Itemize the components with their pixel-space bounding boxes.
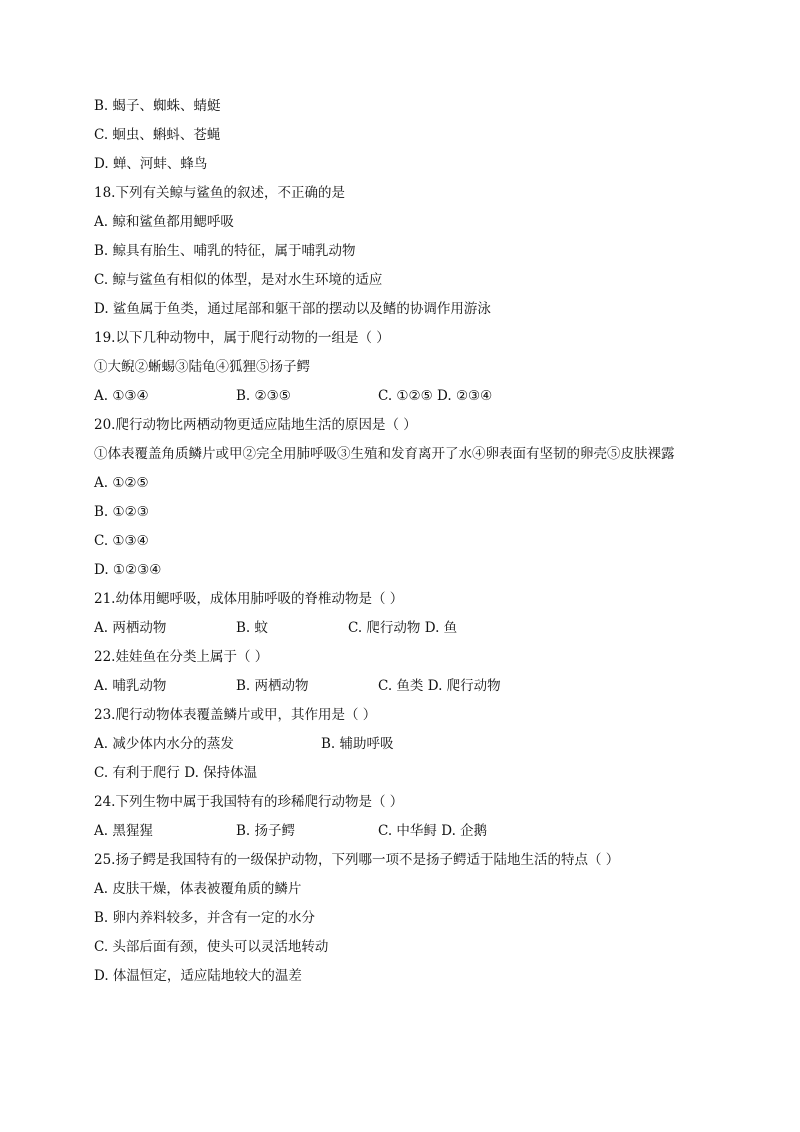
q18-option-c: C. 鲸与鲨鱼有相似的体型，是对水生环境的适应 <box>94 272 383 288</box>
q25-option-d: D. 体温恒定，适应陆地较大的温差 <box>94 968 302 984</box>
q18-option-a: A. 鲸和鲨鱼都用鳃呼吸 <box>94 214 234 230</box>
q22-option-cd: C. 鱼类 D. 爬行动物 <box>378 678 501 694</box>
option-b-line: B. 蝎子、蜘蛛、蜻蜓 <box>94 98 221 114</box>
q19-option-b: B. ②③⑤ <box>236 388 291 404</box>
q23-options-cd: C. 有利于爬行 D. 保持体温 <box>94 765 258 781</box>
q18-option-d: D. 鲨鱼属于鱼类，通过尾部和躯干部的摆动以及鳍的协调作用游泳 <box>94 301 491 317</box>
q21-options <box>94 618 457 638</box>
q20-option-c: C. ①③④ <box>94 533 149 549</box>
q23-options <box>94 734 394 754</box>
question-20: 20.爬行动物比两栖动物更适应陆地生活的原因是（ ） <box>94 417 417 433</box>
q25-option-b: B. 卵内养料较多，并含有一定的水分 <box>94 910 316 926</box>
q24-options <box>94 821 487 841</box>
q22-option-b: B. 两栖动物 <box>236 678 309 694</box>
q23-option-b: B. 辅助呼吸 <box>321 736 394 752</box>
q20-items: ①体表覆盖角质鳞片或甲②完全用肺呼吸③生殖和发育离开了水④卵表面有坚韧的卵壳⑤皮肤裸露 <box>94 446 675 462</box>
option-d-line: D. 蝉、河蚌、蜂鸟 <box>94 156 208 172</box>
q25-option-a: A. 皮肤干燥，体表被覆角质的鳞片 <box>94 881 302 897</box>
q19-option-a: A. ①③④ <box>94 388 149 404</box>
q19-items: ①大鲵②蜥蜴③陆龟④狐狸⑤扬子鳄 <box>94 359 310 375</box>
q21-option-cd: C. 爬行动物 D. 鱼 <box>348 620 458 636</box>
question-21: 21.幼体用鳃呼吸，成体用肺呼吸的脊椎动物是（ ） <box>94 591 404 607</box>
question-22: 22.娃娃鱼在分类上属于（ ） <box>94 649 269 665</box>
q20-option-b: B. ①②③ <box>94 504 149 520</box>
q22-options <box>94 676 501 696</box>
question-23: 23.爬行动物体表覆盖鳞片或甲，其作用是（ ） <box>94 707 377 723</box>
q20-option-a: A. ①②⑤ <box>94 475 149 491</box>
q24-option-cd: C. 中华鲟 D. 企鹅 <box>378 823 488 839</box>
q21-option-b: B. 蚊 <box>236 620 269 636</box>
q20-option-d: D. ①②③④ <box>94 562 162 578</box>
question-25: 25.扬子鳄是我国特有的一级保护动物，下列哪一项不是扬子鳄适于陆地生活的特点（ ） <box>94 852 620 868</box>
option-c-line: C. 蛔虫、蝌蚪、苍蝇 <box>94 127 221 143</box>
q25-option-c: C. 头部后面有颈，使头可以灵活地转动 <box>94 939 329 955</box>
q18-option-b: B. 鲸具有胎生、哺乳的特征，属于哺乳动物 <box>94 243 356 259</box>
question-19: 19.以下几种动物中，属于爬行动物的一组是（ ） <box>94 330 390 346</box>
q22-option-a: A. 哺乳动物 <box>94 678 167 694</box>
q24-option-b: B. 扬子鳄 <box>236 823 296 839</box>
q21-option-a: A. 两栖动物 <box>94 620 167 636</box>
q19-option-cd: C. ①②⑤ D. ②③④ <box>378 388 493 404</box>
q19-options <box>94 386 492 406</box>
question-24: 24.下列生物中属于我国特有的珍稀爬行动物是（ ） <box>94 794 404 810</box>
q23-option-a: A. 减少体内水分的蒸发 <box>94 736 234 752</box>
q24-option-a: A. 黑猩猩 <box>94 823 153 839</box>
question-18: 18.下列有关鲸与鲨鱼的叙述，不正确的是 <box>94 185 345 201</box>
